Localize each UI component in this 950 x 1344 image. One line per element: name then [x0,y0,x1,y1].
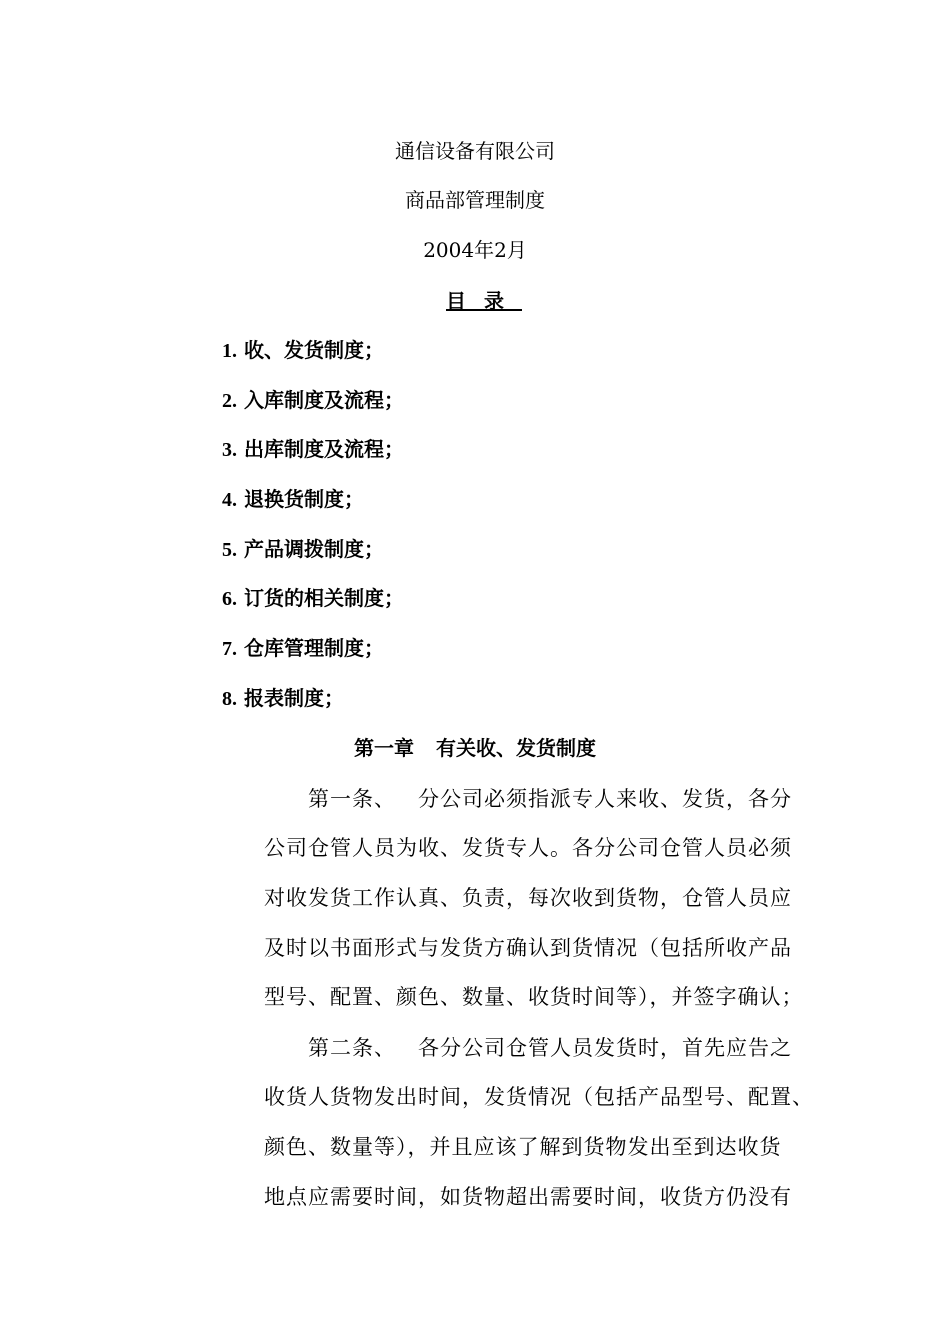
article-line [308,1034,792,1062]
article-line: 对收发货工作认真、负责，每次收到货物，仓管人员应 [264,886,792,910]
article-line: 收货人货物发出时间，发货情况（包括产品型号、配置、 [264,1085,814,1109]
toc-heading-wrapper [0,287,950,315]
document-date: 2004年2月 [423,238,527,262]
toc-item-text: 仓库管理制度； [243,636,384,660]
toc-item [222,634,384,663]
article-line: 公司仓管人员为收、发货专人。各分公司仓管人员必须 [264,836,792,860]
toc-item [222,386,404,415]
article-label: 第二条、 [308,1036,396,1060]
toc-item-number: 3. [222,439,237,461]
toc-item-number: 8. [222,688,237,710]
toc-item [222,535,384,564]
article-line: 及时以书面形式与发货方确认到货情况（包括所收产品 [264,936,792,960]
toc-item-number: 6. [222,588,237,610]
toc-item [222,435,404,464]
toc-item-number: 5. [222,539,237,561]
toc-item-number: 1. [222,340,237,362]
toc-item-text: 收、发货制度； [243,338,384,362]
article-line: 型号、配置、颜色、数量、收货时间等），并签字确认； [264,985,804,1009]
toc-item [222,336,384,365]
toc-heading: 目录 [446,289,522,313]
article-label: 第一条、 [308,787,396,811]
article-line: 颜色、数量等），并且应该了解到货物发出至到达收货 [264,1135,782,1159]
toc-item-text: 出库制度及流程； [243,437,404,461]
toc-item-number: 4. [222,489,237,511]
toc-item-text: 产品调拨制度； [243,537,384,561]
toc-item-text: 报表制度； [243,686,344,710]
toc-item-text: 退换货制度； [243,487,364,511]
company-name: 通信设备有限公司 [395,139,555,163]
toc-item-number: 2. [222,390,237,412]
toc-item [222,485,364,514]
toc-item-number: 7. [222,638,237,660]
article-text: 分公司必须指派专人来收、发货，各分 [418,787,792,811]
toc-item [222,684,344,713]
document-title: 商品部管理制度 [405,188,545,212]
chapter-number: 第一章 [354,736,414,760]
article-text: 各分公司仓管人员发货时，首先应告之 [418,1036,792,1060]
article-line [308,785,792,813]
chapter-title: 有关收、发货制度 [436,736,596,760]
chapter-heading [0,734,950,762]
article-line: 地点应需要时间，如货物超出需要时间，收货方仍没有 [264,1185,792,1209]
toc-item-text: 订货的相关制度； [243,586,404,610]
toc-item [222,584,404,613]
toc-item-text: 入库制度及流程； [243,388,404,412]
